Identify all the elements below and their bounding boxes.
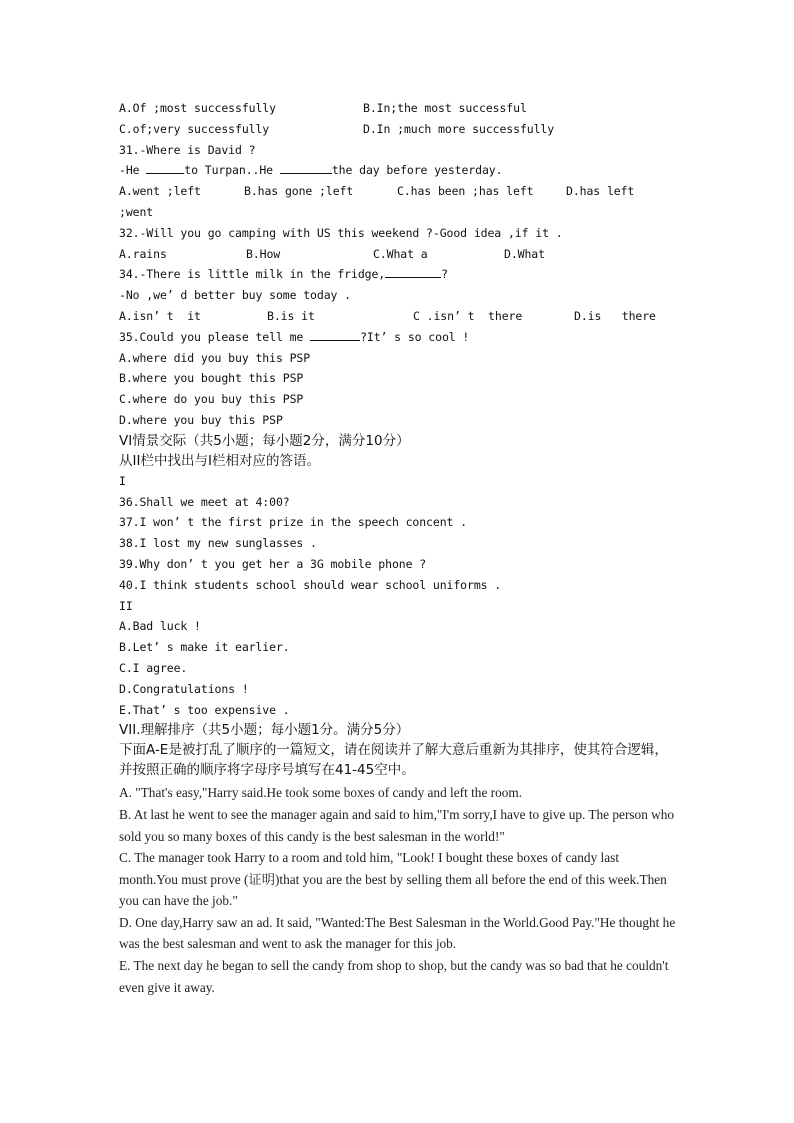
section7-instruction: 下面A-E是被打乱了顺序的一篇短文，请在阅读并了解大意后重新为其排序，使其符合逻辑，并按照正确的顺序将字母序号填写在41-45空中。 — [119, 742, 668, 779]
q32-option-d: D.What — [504, 246, 545, 261]
q31-stem2 — [119, 160, 679, 181]
q34-option-b: B.is it — [267, 308, 315, 323]
q30-option-a: A.Of ;most successfully — [119, 101, 276, 115]
q34-stem2: -No ,we’ d better buy some today . — [119, 288, 352, 303]
q32-option-b: B.How — [246, 246, 281, 261]
q31-stem2-b: to Turpan..He — [184, 163, 280, 178]
q31-option-a: A.went ;left — [119, 184, 201, 199]
passage-b: B. At last he went to see the manager again and said to him,"I'm sorry,I have to give up. The person who sold you so many boxes of this candy is the best salesman in the world!" — [119, 806, 675, 844]
reading-passage — [119, 782, 679, 998]
q31-stem2-c: the day before yesterday. — [331, 163, 503, 178]
answer-item-d: D.Congratulations ! — [119, 681, 249, 696]
section7-heading: VII.理解排序（共5小题；每小题1分。满分5分） — [119, 722, 410, 739]
q31-blank-2 — [280, 161, 332, 174]
passage-c: C. The manager took Harry to a room and told him, "Look! I bought these boxes of candy last month.You must prove (证明)that you are the best by selling them all before the end of this week.Then you can have the job." — [119, 850, 667, 909]
q30-option-b: B.In;the most successful — [363, 101, 527, 115]
passage-a: A. "That's easy,"Harry said.He took some boxes of candy and left the room. — [119, 785, 523, 801]
exam-page — [119, 98, 679, 998]
dialog-item-38: 38.I lost my new sunglasses . — [119, 536, 317, 551]
q35-blank — [310, 328, 360, 341]
q32-options — [119, 244, 679, 265]
q31-option-c: C.has been ;has left — [397, 184, 534, 199]
section6-instruction: 从II栏中找出与I栏相对应的答语。 — [119, 452, 320, 469]
q34-stem-b: ? — [441, 267, 448, 282]
passage-d: D. One day,Harry saw an ad. It said, "Wanted:The Best Salesman in the World.Good Pay."He thought he was the best salesman and went to ask the manager for this job. — [119, 914, 676, 952]
q35-option-a: A.where did you buy this PSP — [119, 350, 311, 365]
q35-option-c: C.where do you buy this PSP — [119, 392, 304, 407]
q31-option-wrap: ;went — [119, 204, 154, 219]
q34-stem-a: 34.-There is little milk in the fridge, — [119, 267, 386, 282]
q31-option-d: D.has left — [566, 184, 635, 199]
dialog-item-36: 36.Shall we meet at 4:00? — [119, 494, 290, 509]
answer-item-b: B.Let’ s make it earlier. — [119, 640, 290, 655]
q30-option-d: D.In ;much more successfully — [363, 121, 555, 136]
q34-blank — [385, 265, 441, 278]
q35-option-d: D.where you buy this PSP — [119, 412, 283, 427]
q35-stem-a: 35.Could you please tell me — [119, 329, 311, 344]
q34-option-c: C .isn’ t there — [413, 308, 523, 323]
q32-option-c: C.What a — [373, 246, 428, 261]
column-i-label: I — [119, 473, 126, 488]
q31-stem2-a: -He — [119, 163, 147, 178]
answer-item-a: A.Bad luck ! — [119, 619, 201, 634]
answer-item-c: C.I agree. — [119, 660, 188, 675]
q35-stem-b: ?It’ s so cool ! — [360, 329, 470, 344]
q31-option-b: B.has gone ;left — [244, 184, 354, 199]
q31-blank-1 — [146, 161, 184, 174]
q34-options — [119, 306, 679, 327]
q30-options-row2 — [119, 119, 679, 140]
q31-options — [119, 181, 679, 202]
dialog-item-39: 39.Why don’ t you get her a 3G mobile phone ? — [119, 556, 427, 571]
dialog-item-37: 37.I won’ t the first prize in the speech concent . — [119, 515, 468, 530]
passage-e: E. The next day he began to sell the candy from shop to shop, but the candy was so bad that he couldn't even give it away. — [119, 958, 669, 995]
q30-options-row1 — [119, 98, 679, 119]
q32-stem: 32.-Will you go camping with US this weekend ?-Good idea ,if it . — [119, 225, 563, 240]
q35-stem — [119, 327, 679, 348]
q34-option-d: D.is there — [574, 308, 656, 323]
q34-option-a: A.isn’ t it — [119, 308, 201, 323]
q35-option-b: B.where you bought this PSP — [119, 371, 304, 386]
q30-option-c: C.of;very successfully — [119, 121, 270, 136]
q31-stem: 31.-Where is David ? — [119, 142, 256, 157]
q32-option-a: A.rains — [119, 246, 167, 261]
q34-stem — [119, 264, 679, 285]
column-ii-label: II — [119, 598, 133, 613]
section6-heading: VI情景交际（共5小题；每小题2分，满分10分） — [119, 432, 410, 449]
answer-item-e: E.That’ s too expensive . — [119, 702, 290, 717]
dialog-item-40: 40.I think students school should wear school uniforms . — [119, 577, 502, 592]
